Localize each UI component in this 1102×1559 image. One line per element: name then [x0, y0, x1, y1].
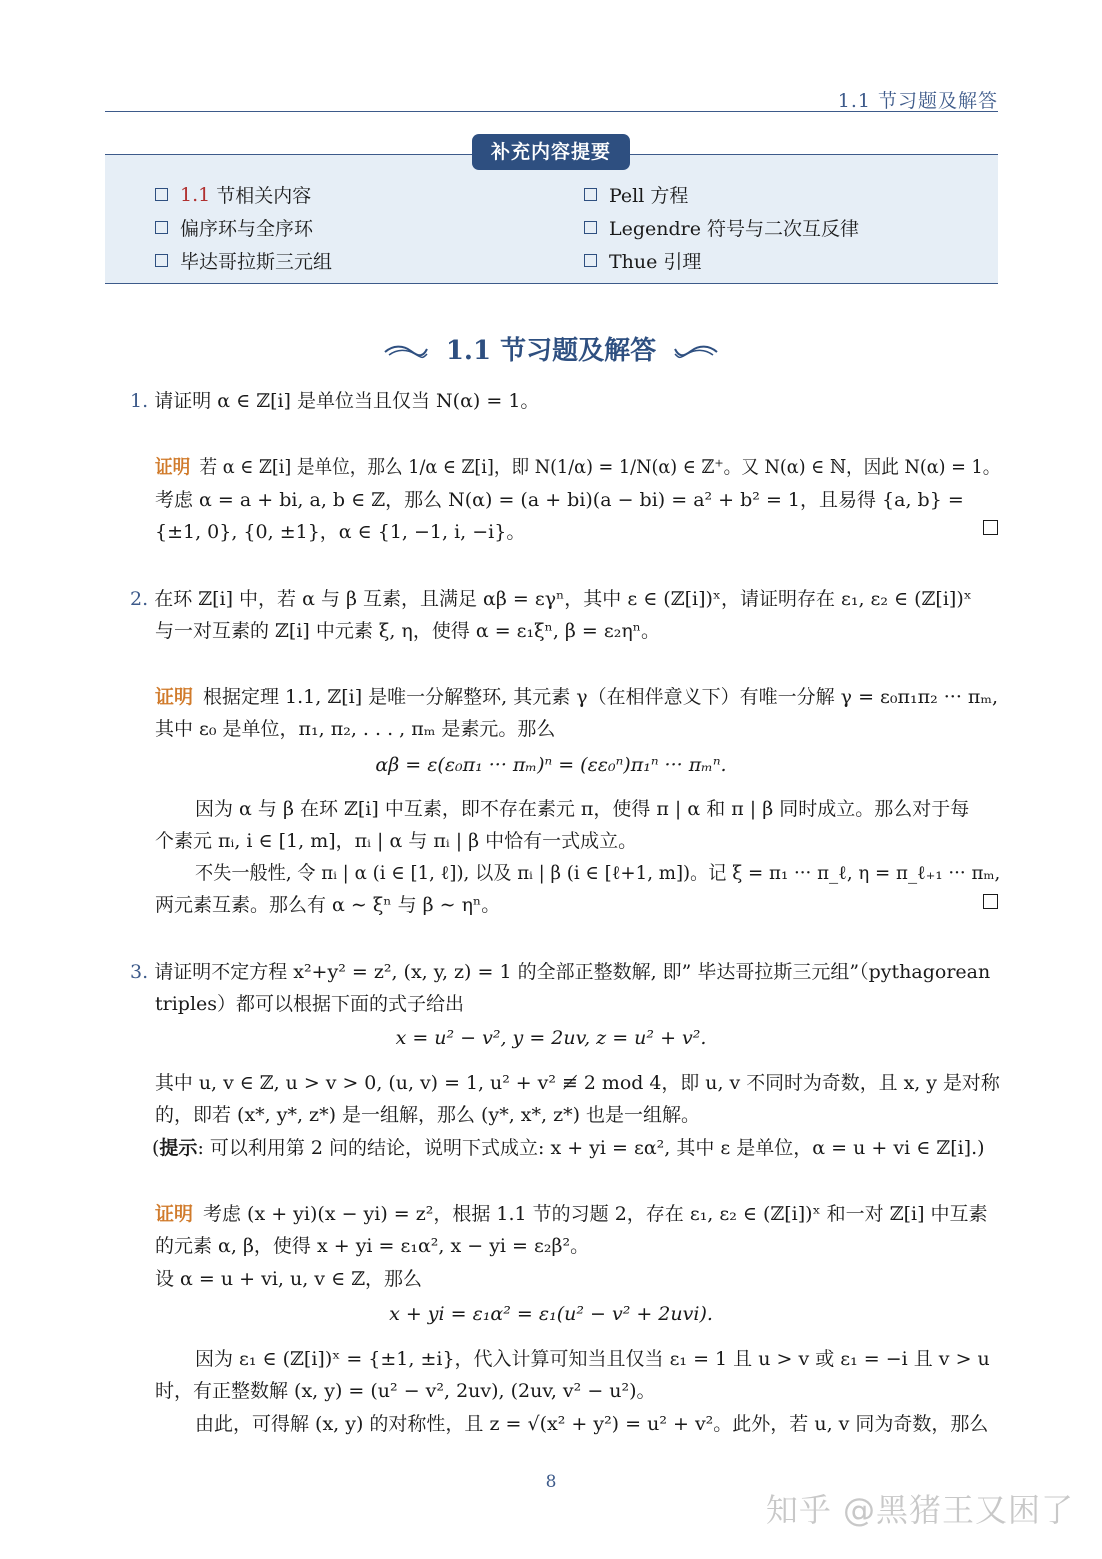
section-title: 1.1 节习题及解答	[445, 336, 657, 366]
summary-item	[584, 247, 701, 274]
display-equation: αβ = ε(ε₀π₁ ··· πₘ)ⁿ = (εε₀ⁿ)π₁ⁿ ··· πₘⁿ.	[375, 754, 727, 776]
hint-line	[152, 1133, 985, 1160]
proof-label: 证明	[155, 686, 194, 708]
checkbox-icon	[155, 221, 168, 234]
ornament-right-icon	[673, 343, 719, 361]
summary-item-label: Pell 方程	[609, 185, 689, 207]
proof-line: 设 α = u + vi, u, v ∈ ℤ，那么	[155, 1268, 423, 1290]
problem-3-statement	[130, 957, 990, 984]
checkbox-icon	[584, 221, 597, 234]
proof-label: 证明	[155, 1203, 194, 1225]
proof-line	[155, 1199, 988, 1226]
proof-line: 不失一般性, 令 πᵢ | α (i ∈ [1, ℓ]), 以及 πᵢ | β (i ∈ [ℓ+1, m])。记 ξ = π₁ ··· π_ℓ, η = π_ℓ₊₁ ··· πₘ,	[195, 862, 1001, 884]
display-equation: x + yi = ε₁α² = ε₁(u² − v² + 2uvi).	[389, 1303, 713, 1325]
summary-item-label: 节相关内容	[216, 185, 312, 207]
summary-item-label: 毕达哥拉斯三元组	[180, 251, 333, 273]
proof-line: 考虑 α = a + bi, a, b ∈ ℤ，那么 N(α) = (a + bi)(a − bi) = a² + b² = 1，且易得 {a, b} =	[155, 489, 964, 511]
summary-item	[584, 181, 688, 208]
qed-icon	[983, 520, 998, 535]
checkbox-icon	[155, 188, 168, 201]
statement-line: 在环 ℤ[i] 中，若 α 与 β 互素，且满足 αβ = εγⁿ，其中 ε ∈ (ℤ[i])ˣ，请证明存在 ε₁, ε₂ ∈ (ℤ[i])ˣ	[154, 588, 972, 610]
proof-line: 其中 ε₀ 是单位，π₁, π₂, . . . , πₘ 是素元。那么	[155, 718, 556, 740]
problem-number: 2.	[130, 588, 149, 610]
proof-line	[155, 452, 1000, 479]
proof-text: 若 α ∈ ℤ[i] 是单位，那么 1/α ∈ ℤ[i]，即 N(1/α) = 1/N(α) ∈ ℤ⁺。又 N(α) ∈ ℕ，因此 N(α) = 1。	[199, 456, 1001, 478]
hint-label: 提示	[159, 1137, 198, 1159]
proof-label: 证明	[155, 456, 191, 478]
checkbox-icon	[155, 254, 168, 267]
proof-line: 由此，可得解 (x, y) 的对称性，且 z = √(x² + y²) = u² + v²。此外，若 u, v 同为奇数，那么	[195, 1413, 989, 1435]
problem-number: 1.	[130, 390, 149, 412]
statement-line: 请证明 α ∈ ℤ[i] 是单位当且仅当 N(α) = 1。	[154, 390, 540, 412]
summary-item	[584, 214, 859, 241]
page-number: 8	[545, 1472, 557, 1492]
proof-text: 考虑 (x + yi)(x − yi) = z²，根据 1.1 节的习题 2，存在 ε₁, ε₂ ∈ (ℤ[i])ˣ 和一对 ℤ[i] 中互素	[203, 1203, 988, 1225]
checkbox-icon	[584, 188, 597, 201]
hint-paren: (	[152, 1137, 160, 1159]
proof-line: 因为 ε₁ ∈ (ℤ[i])ˣ = {±1, ±i}，代入计算可知当且仅当 ε₁ = 1 且 u > v 或 ε₁ = −i 且 v > u	[195, 1348, 990, 1370]
proof-line: {±1, 0}, {0, ±1}，α ∈ {1, −1, i, −i}。	[155, 521, 526, 543]
summary-item-label: Thue 引理	[609, 251, 702, 273]
ornament-left-icon	[383, 343, 429, 361]
summary-item	[155, 214, 313, 241]
proof-line: 时，有正整数解 (x, y) = (u² − v², 2uv), (2uv, v² − u²)。	[155, 1380, 656, 1402]
problem-1-statement	[130, 386, 539, 413]
summary-item	[155, 181, 311, 208]
qed-icon	[983, 894, 998, 909]
statement-line: 请证明不定方程 x²+y² = z², (x, y, z) = 1 的全部正整数解, 即” 毕达哥拉斯三元组”（pythagorean	[154, 961, 991, 983]
summary-tab: 补充内容提要	[472, 134, 630, 170]
summary-item	[155, 247, 332, 274]
proof-text: 根据定理 1.1, ℤ[i] 是唯一分解整环, 其元素 γ（在相伴意义下）有唯一分解 γ = ε₀π₁π₂ ··· πₘ,	[203, 686, 999, 708]
statement-line: triples）都可以根据下面的式子给出	[155, 993, 465, 1015]
problem-number: 3.	[130, 961, 149, 983]
running-header: 1.1 节习题及解答	[837, 90, 998, 112]
section-heading	[0, 330, 1102, 367]
display-equation: x = u² − v², y = 2uv, z = u² + v².	[395, 1027, 707, 1049]
watermark: 知乎 @黑猪王又困了	[765, 1491, 1074, 1529]
proof-line: 个素元 πᵢ, i ∈ [1, m]，πᵢ | α 与 πᵢ | β 中恰有一式成立。	[155, 830, 638, 852]
checkbox-icon	[584, 254, 597, 267]
section-ref: 1.1	[180, 183, 211, 206]
proof-line: 两元素互素。那么有 α ∼ ξⁿ 与 β ∼ ηⁿ。	[155, 894, 501, 916]
problem-2-statement	[130, 584, 972, 611]
summary-item-label: Legendre 符号与二次互反律	[609, 218, 860, 240]
proof-line: 因为 α 与 β 在环 ℤ[i] 中互素，即不存在素元 π，使得 π | α 和 π | β 同时成立。那么对于每	[195, 798, 970, 820]
summary-item-label: 偏序环与全序环	[180, 218, 314, 240]
proof-line: 的元素 α, β，使得 x + yi = ε₁α², x − yi = ε₂β²。	[155, 1235, 590, 1257]
statement-line: 的，即若 (x*, y*, z*) 是一组解，那么 (y*, x*, z*) 也是一组解。	[155, 1104, 701, 1126]
statement-line: 与一对互素的 ℤ[i] 中元素 ξ, η，使得 α = ε₁ξⁿ, β = ε₂ηⁿ。	[155, 620, 660, 642]
hint-text: : 可以利用第 2 问的结论，说明下式成立: x + yi = εα², 其中 ε 是单位，α = u + vi ∈ ℤ[i].)	[197, 1137, 985, 1159]
proof-line	[155, 682, 998, 709]
header-rule	[105, 111, 998, 112]
statement-line: 其中 u, v ∈ ℤ, u > v > 0, (u, v) = 1, u² + v² ≢ 2 mod 4，即 u, v 不同时为奇数，且 x, y 是对称	[155, 1072, 1000, 1094]
